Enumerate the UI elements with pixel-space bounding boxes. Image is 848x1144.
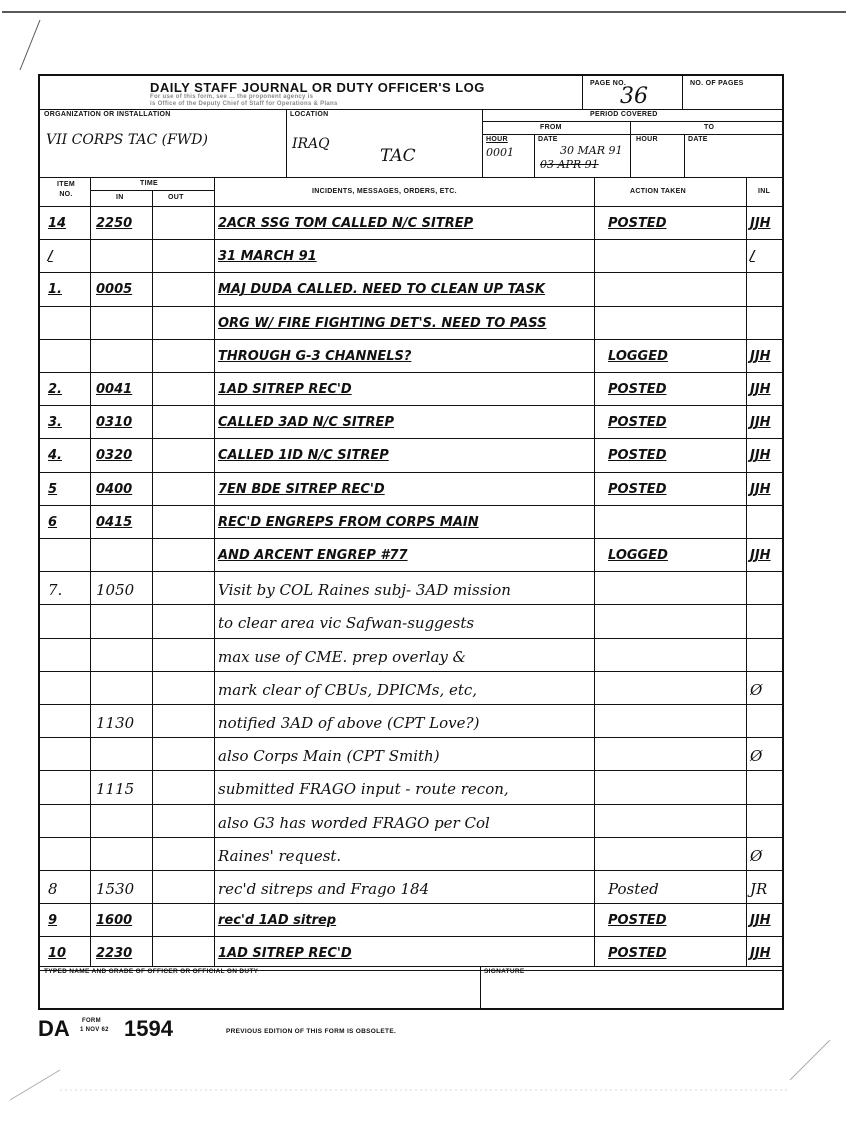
da-label: DA	[38, 1016, 70, 1041]
row-text: submitted FRAGO input - route recon,	[218, 780, 509, 799]
row-time-in: 0400	[96, 481, 133, 497]
from-date-strike: 03 APR 91	[540, 158, 599, 171]
row-item-no: 3.	[48, 415, 62, 431]
row-inl: JJH	[750, 216, 771, 231]
location-value: IRAQ	[292, 136, 330, 152]
row-item-no: 9	[48, 913, 58, 929]
row-text: 1AD SITREP REC'D	[218, 382, 352, 397]
row-action: POSTED	[608, 448, 667, 464]
row-time-in: 2250	[96, 216, 133, 231]
row-text: ORG W/ FIRE FIGHTING DET'S. NEED TO PASS	[218, 315, 547, 331]
row-text: AND ARCENT ENGREP #77	[218, 548, 408, 563]
row-text: 31 MARCH 91	[218, 249, 317, 265]
location-extra: TAC	[380, 146, 416, 166]
row-inl: Ø	[750, 747, 763, 766]
row-text: also G3 has worded FRAGO per Col	[218, 813, 490, 832]
row-text: mark clear of CBUs, DPICMs, etc,	[218, 680, 478, 699]
col-in: IN	[116, 194, 124, 201]
row-item-no: 10	[48, 946, 67, 962]
no-of-pages-label: NO. OF PAGES	[690, 80, 744, 87]
row-inl: JJH	[750, 946, 771, 962]
row-time-in: 2230	[96, 946, 133, 962]
row-text: also Corps Main (CPT Smith)	[218, 747, 440, 766]
from-hour-value: 0001	[486, 146, 514, 159]
row-text: MAJ DUDA CALLED. NEED TO CLEAN UP TASK	[218, 282, 545, 298]
col-item-no: ITEM NO.	[57, 181, 75, 198]
officer-label: TYPED NAME AND GRADE OF OFFICER OR OFFICIAL ON DUTY	[44, 968, 259, 975]
row-text: to clear area vic Safwan-suggests	[218, 614, 475, 633]
row-time-in: 1600	[96, 913, 133, 929]
from-date-label: DATE	[538, 136, 558, 143]
row-action: POSTED	[608, 216, 667, 231]
row-text: notified 3AD of above (CPT Love?)	[218, 714, 480, 732]
row-text: rec'd sitreps and Frago 184	[218, 880, 430, 898]
row-inl: JJH	[750, 548, 771, 563]
row-action: Posted	[608, 880, 659, 898]
row-inl: JJH	[750, 481, 771, 497]
row-inl: JJH	[750, 448, 771, 464]
to-hour-label: HOUR	[636, 136, 658, 143]
org-label: ORGANIZATION OR INSTALLATION	[44, 111, 171, 118]
row-time-in: 0310	[96, 415, 133, 431]
row-text: Visit by COL Raines subj- 3AD mission	[218, 581, 511, 600]
row-time-in: 1115	[96, 780, 135, 799]
form-title: DAILY STAFF JOURNAL OR DUTY OFFICER'S LOG	[150, 80, 485, 95]
row-time-in: 0415	[96, 514, 133, 530]
form-word: FORM	[82, 1018, 101, 1024]
col-time: TIME	[140, 180, 158, 187]
row-item-no: 6	[48, 514, 58, 530]
row-item-no: 4.	[48, 448, 62, 464]
form-subtitle: For use of this form, see ... the proponent agency is	[150, 94, 314, 100]
row-item-no: 7.	[48, 581, 63, 600]
page-no-value: 36	[620, 84, 648, 109]
row-inl: JJH	[750, 382, 771, 397]
from-date-value: 30 MAR 91	[560, 144, 623, 157]
location-label: LOCATION	[290, 111, 329, 118]
row-text: 7EN BDE SITREP REC'D	[218, 481, 385, 497]
row-text: max use of CME. prep overlay &	[218, 647, 466, 666]
row-time-in: 0041	[96, 382, 133, 397]
row-inl: JJH	[750, 913, 771, 929]
row-text: CALLED 1ID N/C SITREP	[218, 448, 389, 464]
row-text: Raines' request.	[218, 846, 342, 865]
row-item-no: 8	[48, 880, 58, 898]
org-value: VII CORPS TAC (FWD)	[46, 132, 208, 148]
row-inl: JJH	[750, 415, 771, 431]
row-item-no: /	[48, 249, 53, 265]
row-inl: JR	[750, 880, 768, 898]
row-item-no: 2.	[48, 382, 62, 397]
form-number: 1594	[124, 1016, 173, 1041]
col-incidents: INCIDENTS, MESSAGES, ORDERS, ETC.	[312, 188, 457, 195]
to-date-label: DATE	[688, 136, 708, 143]
row-time-in: 1050	[96, 581, 135, 600]
col-out: OUT	[168, 194, 184, 201]
row-text: 1AD SITREP REC'D	[218, 946, 352, 962]
to-label: TO	[704, 124, 715, 131]
signature-label: SIGNATURE	[484, 968, 525, 975]
row-inl: /	[750, 249, 755, 265]
row-inl: Ø	[750, 680, 763, 699]
row-item-no: 5	[48, 481, 58, 497]
row-time-in: 0320	[96, 448, 133, 464]
row-text: rec'd 1AD sitrep	[218, 913, 337, 929]
row-item-no: 14	[48, 216, 67, 231]
row-action: POSTED	[608, 481, 667, 497]
row-inl: JJH	[750, 348, 771, 364]
row-inl: Ø	[750, 846, 763, 865]
row-time-in: 1530	[96, 880, 135, 898]
row-time-in: 0005	[96, 282, 133, 298]
row-text: THROUGH G-3 CHANNELS?	[218, 348, 412, 364]
col-inl: INL	[758, 188, 771, 195]
row-time-in: 1130	[96, 714, 135, 732]
row-action: POSTED	[608, 946, 667, 962]
row-action: POSTED	[608, 382, 667, 397]
row-text: 2ACR SSG TOM CALLED N/C SITREP	[218, 216, 474, 231]
previous-edition-note: PREVIOUS EDITION OF THIS FORM IS OBSOLETE.	[226, 1028, 397, 1035]
row-text: REC'D ENGREPS FROM CORPS MAIN	[218, 514, 479, 530]
form-subtitle-2: is Office of the Deputy Chief of Staff for Operations & Plans	[150, 101, 338, 107]
col-action: ACTION TAKEN	[630, 188, 686, 195]
row-action: LOGGED	[608, 548, 668, 563]
row-item-no: 1.	[48, 282, 62, 298]
from-label: FROM	[540, 124, 562, 131]
row-text: CALLED 3AD N/C SITREP	[218, 415, 394, 431]
row-action: POSTED	[608, 415, 667, 431]
form-date: 1 NOV 62	[80, 1027, 109, 1033]
from-hour-label: HOUR	[486, 136, 508, 143]
page-no-label: PAGE NO.	[590, 80, 627, 87]
row-action: LOGGED	[608, 348, 668, 364]
period-label: PERIOD COVERED	[590, 111, 658, 118]
row-action: POSTED	[608, 913, 667, 929]
